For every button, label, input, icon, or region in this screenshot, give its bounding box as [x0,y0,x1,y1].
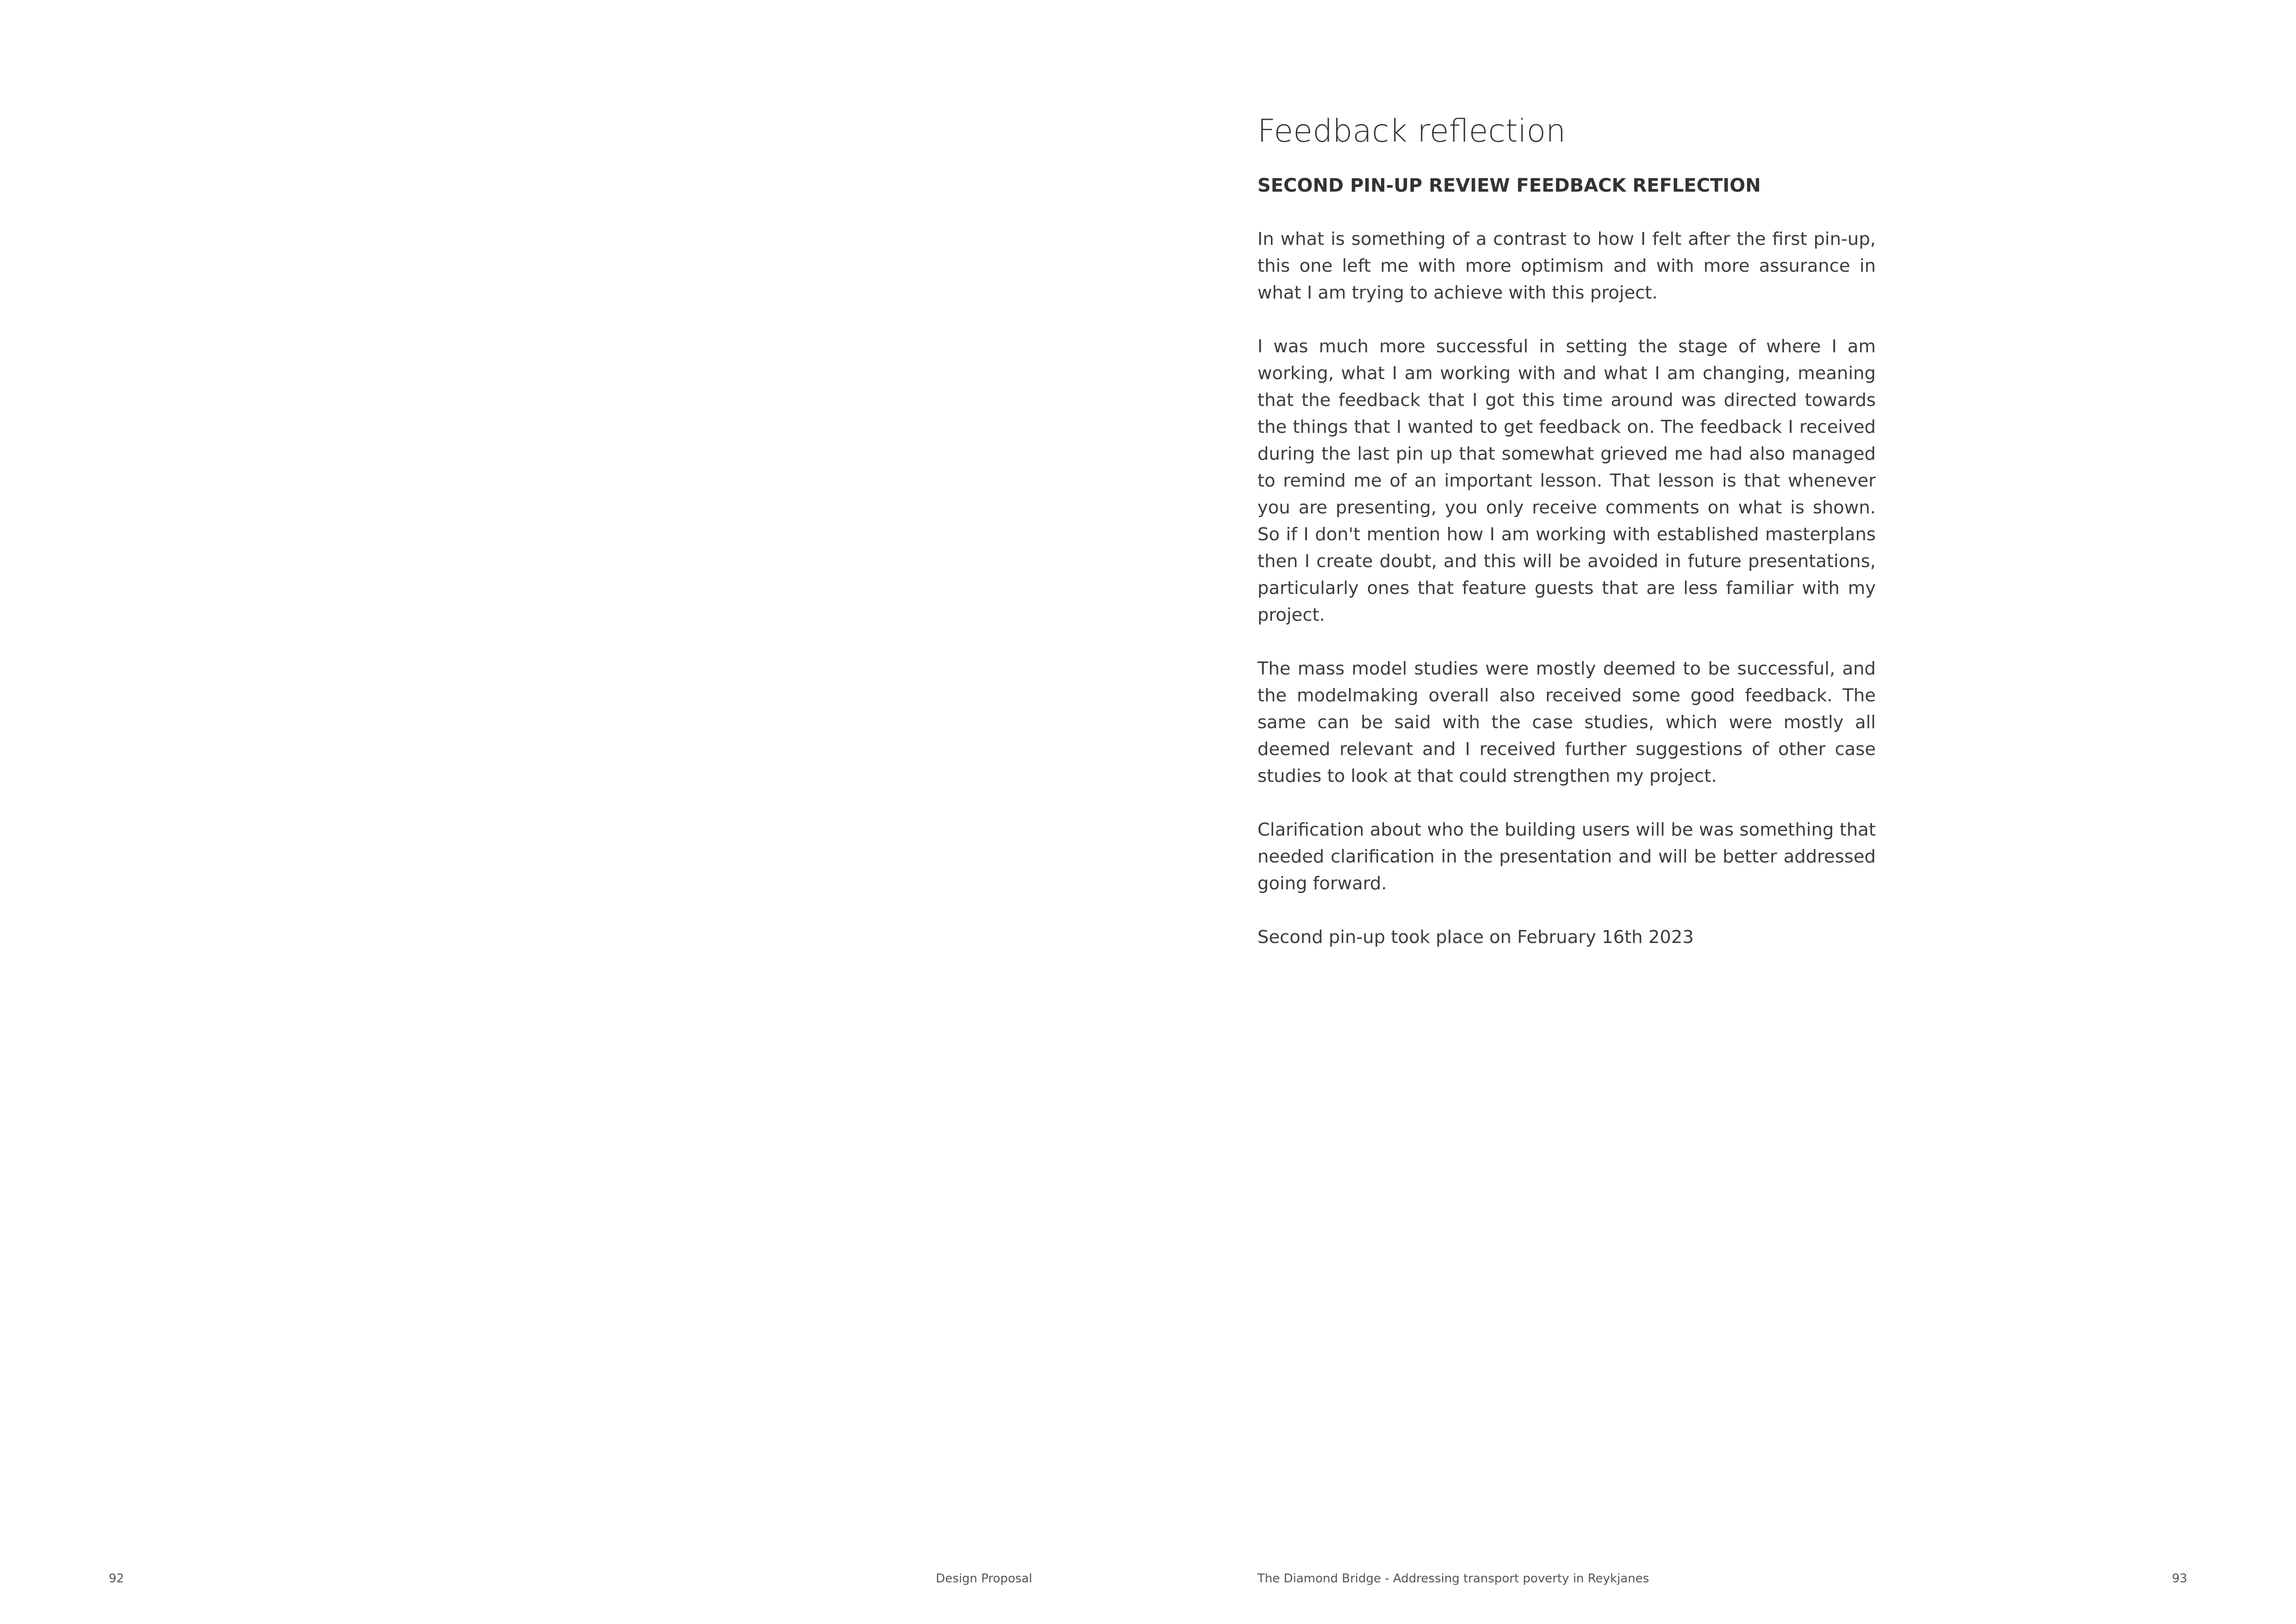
paragraph-3: The mass model studies were mostly deemed to be successful, and the modelmaking overall also received some good feedback. The same can be said with the case studies, which were mostly all deemed relevant and I received further suggestions of other case studies to look at that could strengthen my project. [1257,658,1876,787]
section-subtitle: SECOND PIN-UP REVIEW FEEDBACK REFLECTION [1257,175,1761,196]
paragraph-4: Clarification about who the building users will be was something that needed clarification in the presentation and will be better addressed going forward. [1257,819,1876,894]
right-page-number: 93 [2172,1572,2188,1586]
paragraph-1: In what is something of a contrast to how I felt after the first pin-up, this one left me with more optimism and with more assurance in what I am trying to achieve with this project. [1257,229,1876,303]
page-title: Feedback reflection [1257,113,1566,150]
document-title-footer: The Diamond Bridge - Addressing transport poverty in Reykjanes [1257,1572,1649,1586]
paragraph-2: I was much more successful in setting the stage of where I am working, what I am working with and what I am changing, meaning that the feedback that I got this time around was directed towards the things that I wanted to get feedback on. The feedback I received during the last pin up that somewhat grieved me had also managed to remind me of an important lesson. That lesson is that whenever you are presenting, you only receive comments on what is shown. So if I don't mention how I am working with established masterplans then I create doubt, and this will be avoided in future presentations, particularly ones that feature guests that are less familiar with my project. [1257,336,1876,625]
left-page-number: 92 [109,1572,124,1586]
reflection-content [1257,111,1876,951]
left-section-label: Design Proposal [936,1572,1033,1586]
paragraph-date-note: Second pin-up took place on February 16th 2023 [1257,927,1694,948]
